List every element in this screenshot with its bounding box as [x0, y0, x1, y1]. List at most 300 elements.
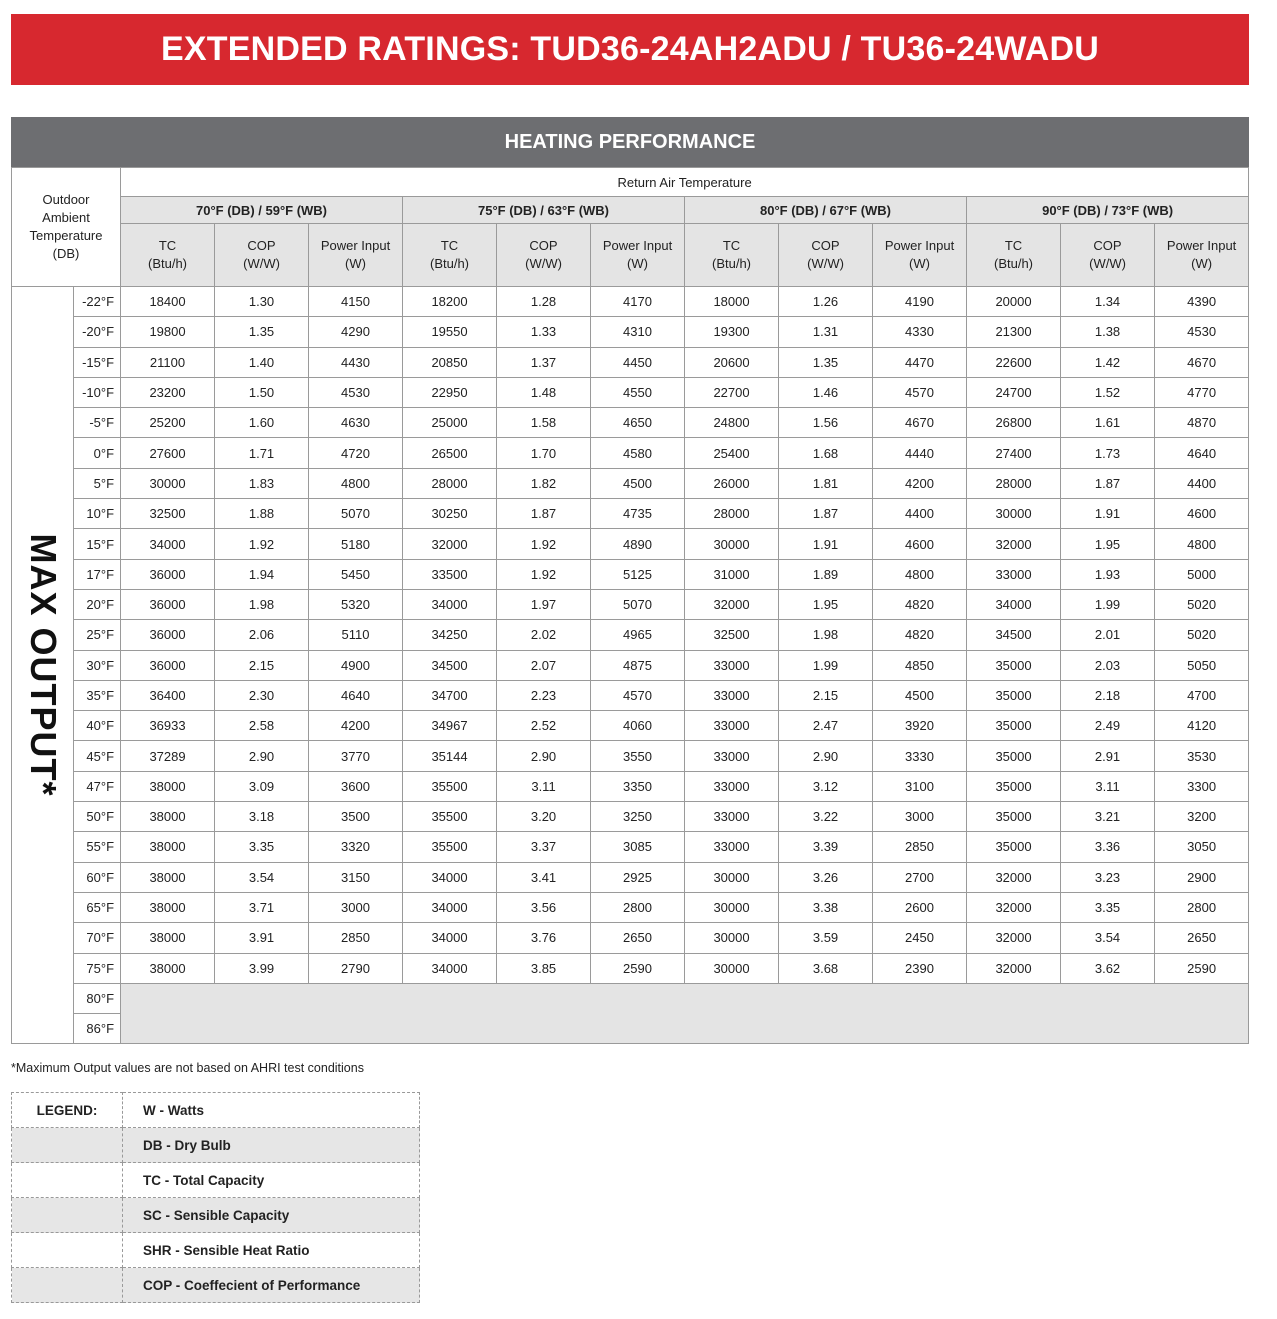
table-cell: 3.23 — [1061, 862, 1155, 892]
table-cell: 4150 — [309, 287, 403, 317]
table-cell: 33000 — [685, 832, 779, 862]
table-cell: 35000 — [967, 741, 1061, 771]
table-cell: 4430 — [309, 347, 403, 377]
column-header: TC (Btu/h) — [685, 224, 779, 287]
table-cell: 3000 — [873, 802, 967, 832]
outdoor-temp-cell: 0°F — [74, 438, 121, 468]
table-cell: 28000 — [685, 499, 779, 529]
outdoor-temp-cell: -5°F — [74, 408, 121, 438]
table-cell: 35500 — [403, 802, 497, 832]
table-cell: 4800 — [1155, 529, 1249, 559]
table-cell: 33000 — [685, 650, 779, 680]
table-cell: 38000 — [121, 862, 215, 892]
table-cell: 2650 — [1155, 923, 1249, 953]
table-row — [12, 741, 1249, 771]
table-row — [12, 438, 1249, 468]
table-cell: 2.03 — [1061, 650, 1155, 680]
table-cell: 3.12 — [779, 771, 873, 801]
table-cell: 1.26 — [779, 287, 873, 317]
table-row — [12, 832, 1249, 862]
table-cell: 1.46 — [779, 377, 873, 407]
outdoor-temp-cell: 15°F — [74, 529, 121, 559]
heating-performance-table — [11, 167, 1249, 1044]
table-cell: 34967 — [403, 711, 497, 741]
table-cell: 3150 — [309, 862, 403, 892]
table-cell: 4850 — [873, 650, 967, 680]
table-cell: 4670 — [1155, 347, 1249, 377]
table-cell: 33000 — [967, 559, 1061, 589]
table-row — [12, 650, 1249, 680]
table-cell: 1.35 — [215, 317, 309, 347]
table-cell: 4400 — [873, 499, 967, 529]
table-cell: 2.91 — [1061, 741, 1155, 771]
outdoor-temp-cell: 40°F — [74, 711, 121, 741]
table-cell: 20850 — [403, 347, 497, 377]
legend-table — [11, 1092, 420, 1303]
table-cell: 3.68 — [779, 953, 873, 983]
table-cell: 1.60 — [215, 408, 309, 438]
table-cell: 1.73 — [1061, 438, 1155, 468]
table-cell: 1.98 — [215, 589, 309, 619]
table-cell: 3.20 — [497, 802, 591, 832]
table-cell: 4720 — [309, 438, 403, 468]
table-cell: 38000 — [121, 923, 215, 953]
table-cell: 1.82 — [497, 468, 591, 498]
table-cell: 3000 — [309, 892, 403, 922]
outdoor-temp-cell: -15°F — [74, 347, 121, 377]
table-cell: 2.47 — [779, 711, 873, 741]
table-cell: 34000 — [403, 923, 497, 953]
table-cell: 18200 — [403, 287, 497, 317]
table-row — [12, 862, 1249, 892]
table-cell: 2390 — [873, 953, 967, 983]
legend-row — [12, 1268, 420, 1303]
table-cell: 5180 — [309, 529, 403, 559]
condition-header: 90°F (DB) / 73°F (WB) — [967, 197, 1249, 224]
table-cell: 4965 — [591, 620, 685, 650]
table-cell: 4770 — [1155, 377, 1249, 407]
table-cell: 4640 — [1155, 438, 1249, 468]
table-cell: 3.71 — [215, 892, 309, 922]
table-cell: 33000 — [685, 802, 779, 832]
table-cell: 5050 — [1155, 650, 1249, 680]
condition-header: 70°F (DB) / 59°F (WB) — [121, 197, 403, 224]
table-cell: 3.39 — [779, 832, 873, 862]
table-cell: 36000 — [121, 559, 215, 589]
table-row — [12, 559, 1249, 589]
table-cell: 4500 — [591, 468, 685, 498]
table-cell: 2.49 — [1061, 711, 1155, 741]
table-cell: 30000 — [685, 529, 779, 559]
table-cell: 2.15 — [215, 650, 309, 680]
table-cell: 4820 — [873, 589, 967, 619]
column-header: Power Input (W) — [873, 224, 967, 287]
table-cell: 33500 — [403, 559, 497, 589]
table-cell: 26500 — [403, 438, 497, 468]
table-cell: 3.26 — [779, 862, 873, 892]
column-header: Power Input (W) — [591, 224, 685, 287]
table-cell: 3.56 — [497, 892, 591, 922]
table-cell: 3350 — [591, 771, 685, 801]
legend-row — [12, 1093, 420, 1128]
table-cell: 34000 — [403, 953, 497, 983]
legend-item: TC - Total Capacity — [123, 1163, 420, 1198]
table-cell: 2.90 — [779, 741, 873, 771]
table-cell: 1.52 — [1061, 377, 1155, 407]
table-cell: 2590 — [591, 953, 685, 983]
legend-item: DB - Dry Bulb — [123, 1128, 420, 1163]
table-cell: 3.11 — [1061, 771, 1155, 801]
legend-item: SHR - Sensible Heat Ratio — [123, 1233, 420, 1268]
table-cell: 19800 — [121, 317, 215, 347]
table-cell: 33000 — [685, 711, 779, 741]
table-cell: 32000 — [967, 892, 1061, 922]
table-cell: 35000 — [967, 802, 1061, 832]
table-cell: 35500 — [403, 832, 497, 862]
table-cell: 21100 — [121, 347, 215, 377]
table-cell: 4530 — [1155, 317, 1249, 347]
table-cell: 38000 — [121, 802, 215, 832]
table-cell: 5070 — [591, 589, 685, 619]
table-cell: 4630 — [309, 408, 403, 438]
table-cell: 34000 — [403, 589, 497, 619]
table-row — [12, 953, 1249, 983]
table-row — [12, 983, 1249, 1013]
table-cell: 5020 — [1155, 620, 1249, 650]
legend-item: SC - Sensible Capacity — [123, 1198, 420, 1233]
table-cell: 31000 — [685, 559, 779, 589]
table-cell: 30000 — [121, 468, 215, 498]
table-cell: 3.09 — [215, 771, 309, 801]
table-cell: 1.61 — [1061, 408, 1155, 438]
table-cell: 1.35 — [779, 347, 873, 377]
table-cell: 1.93 — [1061, 559, 1155, 589]
legend-row — [12, 1233, 420, 1268]
table-cell: 4800 — [873, 559, 967, 589]
table-cell: 2.02 — [497, 620, 591, 650]
table-cell: 4450 — [591, 347, 685, 377]
legend-label: LEGEND: — [12, 1093, 123, 1128]
legend-row — [12, 1128, 420, 1163]
table-cell: 30000 — [685, 862, 779, 892]
legend-row — [12, 1163, 420, 1198]
table-cell: 4470 — [873, 347, 967, 377]
table-cell: 3.22 — [779, 802, 873, 832]
table-cell: 1.48 — [497, 377, 591, 407]
table-row — [12, 499, 1249, 529]
table-cell: 32500 — [685, 620, 779, 650]
table-cell: 1.89 — [779, 559, 873, 589]
outdoor-temp-cell: 17°F — [74, 559, 121, 589]
table-cell: 4570 — [873, 377, 967, 407]
table-cell: 21300 — [967, 317, 1061, 347]
table-cell: 36000 — [121, 589, 215, 619]
column-header: COP (W/W) — [215, 224, 309, 287]
table-row — [12, 680, 1249, 710]
table-cell: 1.70 — [497, 438, 591, 468]
table-cell: 20000 — [967, 287, 1061, 317]
table-cell: 4530 — [309, 377, 403, 407]
table-cell: 23200 — [121, 377, 215, 407]
table-cell: 4190 — [873, 287, 967, 317]
table-cell: 32000 — [967, 529, 1061, 559]
table-cell: 1.95 — [779, 589, 873, 619]
table-cell: 2600 — [873, 892, 967, 922]
outdoor-temp-cell: 60°F — [74, 862, 121, 892]
table-cell: 3.18 — [215, 802, 309, 832]
table-cell: 25200 — [121, 408, 215, 438]
table-cell: 18000 — [685, 287, 779, 317]
table-cell: 34000 — [403, 892, 497, 922]
column-header: TC (Btu/h) — [121, 224, 215, 287]
table-cell: 4060 — [591, 711, 685, 741]
outdoor-temp-cell: 45°F — [74, 741, 121, 771]
table-cell: 3.11 — [497, 771, 591, 801]
legend-item: COP - Coeffecient of Performance — [123, 1268, 420, 1303]
table-cell: 34500 — [967, 620, 1061, 650]
outdoor-temp-cell: 5°F — [74, 468, 121, 498]
table-cell: 1.94 — [215, 559, 309, 589]
table-cell: 1.99 — [1061, 589, 1155, 619]
table-cell: 4310 — [591, 317, 685, 347]
table-cell: 2.01 — [1061, 620, 1155, 650]
table-cell: 30250 — [403, 499, 497, 529]
table-cell: 3.21 — [1061, 802, 1155, 832]
table-cell: 28000 — [967, 468, 1061, 498]
table-cell: 1.28 — [497, 287, 591, 317]
table-cell: 1.71 — [215, 438, 309, 468]
table-cell: 1.95 — [1061, 529, 1155, 559]
table-cell: 3.85 — [497, 953, 591, 983]
table-cell: 3.37 — [497, 832, 591, 862]
legend-item: W - Watts — [123, 1093, 420, 1128]
table-cell: 3.54 — [1061, 923, 1155, 953]
table-cell: 38000 — [121, 953, 215, 983]
legend-row — [12, 1198, 420, 1233]
outdoor-temp-cell: 25°F — [74, 620, 121, 650]
table-cell: 30000 — [685, 923, 779, 953]
table-cell: 1.68 — [779, 438, 873, 468]
table-cell: 4290 — [309, 317, 403, 347]
column-header: Power Input (W) — [309, 224, 403, 287]
table-cell: 3.91 — [215, 923, 309, 953]
table-row — [12, 347, 1249, 377]
table-cell: 1.91 — [779, 529, 873, 559]
table-cell: 1.81 — [779, 468, 873, 498]
table-cell: 3050 — [1155, 832, 1249, 862]
table-cell: 20600 — [685, 347, 779, 377]
column-header: COP (W/W) — [779, 224, 873, 287]
outdoor-temp-cell: 75°F — [74, 953, 121, 983]
table-cell: 5125 — [591, 559, 685, 589]
outdoor-temp-cell: 47°F — [74, 771, 121, 801]
table-cell: 25400 — [685, 438, 779, 468]
table-cell: 2590 — [1155, 953, 1249, 983]
table-cell: 2900 — [1155, 862, 1249, 892]
table-row — [12, 771, 1249, 801]
outdoor-temp-cell: 35°F — [74, 680, 121, 710]
table-cell: 25000 — [403, 408, 497, 438]
table-cell: 26800 — [967, 408, 1061, 438]
table-cell: 35000 — [967, 832, 1061, 862]
table-cell: 32000 — [967, 953, 1061, 983]
table-cell: 36000 — [121, 620, 215, 650]
table-cell: 38000 — [121, 892, 215, 922]
table-cell: 3.35 — [1061, 892, 1155, 922]
table-cell: 2800 — [1155, 892, 1249, 922]
blank-area — [121, 983, 1249, 1044]
outdoor-temp-cell: 20°F — [74, 589, 121, 619]
table-cell: 1.33 — [497, 317, 591, 347]
column-header: TC (Btu/h) — [967, 224, 1061, 287]
table-cell: 32000 — [685, 589, 779, 619]
table-cell: 36933 — [121, 711, 215, 741]
table-cell: 27600 — [121, 438, 215, 468]
table-cell: 4400 — [1155, 468, 1249, 498]
table-cell: 34000 — [967, 589, 1061, 619]
table-cell: 1.38 — [1061, 317, 1155, 347]
outdoor-temp-cell: 86°F — [74, 1014, 121, 1044]
table-cell: 38000 — [121, 832, 215, 862]
table-cell: 4550 — [591, 377, 685, 407]
table-cell: 4820 — [873, 620, 967, 650]
table-cell: 4800 — [309, 468, 403, 498]
table-cell: 2800 — [591, 892, 685, 922]
table-cell: 32000 — [403, 529, 497, 559]
table-cell: 2.07 — [497, 650, 591, 680]
table-cell: 27400 — [967, 438, 1061, 468]
table-cell: 33000 — [685, 741, 779, 771]
table-cell: 3550 — [591, 741, 685, 771]
table-cell: 1.30 — [215, 287, 309, 317]
table-cell: 37289 — [121, 741, 215, 771]
table-cell: 5320 — [309, 589, 403, 619]
table-cell: 4640 — [309, 680, 403, 710]
column-header: Power Input (W) — [1155, 224, 1249, 287]
table-cell: 2850 — [873, 832, 967, 862]
column-header: TC (Btu/h) — [403, 224, 497, 287]
table-cell: 4875 — [591, 650, 685, 680]
table-cell: 30000 — [967, 499, 1061, 529]
table-cell: 2450 — [873, 923, 967, 953]
table-cell: 1.34 — [1061, 287, 1155, 317]
table-cell: 38000 — [121, 771, 215, 801]
table-cell: 36000 — [121, 650, 215, 680]
table-cell: 35000 — [967, 711, 1061, 741]
table-cell: 3200 — [1155, 802, 1249, 832]
table-row — [12, 377, 1249, 407]
table-cell: 2700 — [873, 862, 967, 892]
table-cell: 22700 — [685, 377, 779, 407]
table-cell: 2.18 — [1061, 680, 1155, 710]
table-cell: 3530 — [1155, 741, 1249, 771]
table-cell: 26000 — [685, 468, 779, 498]
table-cell: 1.98 — [779, 620, 873, 650]
table-cell: 5020 — [1155, 589, 1249, 619]
table-cell: 4570 — [591, 680, 685, 710]
legend-label — [12, 1128, 123, 1163]
table-row — [12, 802, 1249, 832]
table-cell: 1.56 — [779, 408, 873, 438]
outdoor-temp-cell: 55°F — [74, 832, 121, 862]
max-output-label-cell — [12, 287, 74, 1044]
table-cell: 3085 — [591, 832, 685, 862]
table-cell: 1.58 — [497, 408, 591, 438]
table-row — [12, 892, 1249, 922]
table-cell: 3.41 — [497, 862, 591, 892]
max-output-label: MAX OUTPUT* — [22, 533, 64, 797]
table-cell: 2850 — [309, 923, 403, 953]
table-cell: 4650 — [591, 408, 685, 438]
table-cell: 35000 — [967, 771, 1061, 801]
table-cell: 4200 — [873, 468, 967, 498]
legend-label — [12, 1268, 123, 1303]
table-cell: 3.35 — [215, 832, 309, 862]
table-row — [12, 589, 1249, 619]
table-cell: 1.50 — [215, 377, 309, 407]
table-cell: 3.36 — [1061, 832, 1155, 862]
table-row — [12, 711, 1249, 741]
table-cell: 2.90 — [215, 741, 309, 771]
table-cell: 1.42 — [1061, 347, 1155, 377]
legend-label — [12, 1198, 123, 1233]
table-cell: 33000 — [685, 771, 779, 801]
table-cell: 1.40 — [215, 347, 309, 377]
table-cell: 2.30 — [215, 680, 309, 710]
table-cell: 3600 — [309, 771, 403, 801]
table-cell: 3920 — [873, 711, 967, 741]
table-cell: 1.37 — [497, 347, 591, 377]
table-row — [12, 923, 1249, 953]
table-cell: 1.87 — [1061, 468, 1155, 498]
footnote: *Maximum Output values are not based on AHRI test conditions — [11, 1061, 364, 1075]
table-cell: 3.62 — [1061, 953, 1155, 983]
table-cell: 4670 — [873, 408, 967, 438]
table-cell: 34000 — [403, 862, 497, 892]
section-title: HEATING PERFORMANCE — [11, 117, 1249, 167]
table-cell: 35500 — [403, 771, 497, 801]
outdoor-temp-cell: 10°F — [74, 499, 121, 529]
table-cell: 3100 — [873, 771, 967, 801]
table-cell: 1.83 — [215, 468, 309, 498]
table-row — [12, 408, 1249, 438]
table-cell: 1.91 — [1061, 499, 1155, 529]
table-cell: 2.52 — [497, 711, 591, 741]
table-cell: 1.92 — [497, 559, 591, 589]
table-cell: 4120 — [1155, 711, 1249, 741]
table-cell: 34000 — [121, 529, 215, 559]
table-cell: 1.92 — [497, 529, 591, 559]
table-cell: 4500 — [873, 680, 967, 710]
outdoor-temp-cell: 50°F — [74, 802, 121, 832]
outdoor-temp-cell: -10°F — [74, 377, 121, 407]
page-title: EXTENDED RATINGS: TUD36-24AH2ADU / TU36-24WADU — [11, 14, 1249, 85]
table-cell: 30000 — [685, 892, 779, 922]
table-cell: 4330 — [873, 317, 967, 347]
table-cell: 4735 — [591, 499, 685, 529]
table-cell: 4870 — [1155, 408, 1249, 438]
column-header: COP (W/W) — [497, 224, 591, 287]
table-cell: 1.31 — [779, 317, 873, 347]
table-row — [12, 287, 1249, 317]
table-row — [12, 317, 1249, 347]
legend-label — [12, 1233, 123, 1268]
table-cell: 1.99 — [779, 650, 873, 680]
table-cell: 32500 — [121, 499, 215, 529]
table-cell: 24700 — [967, 377, 1061, 407]
table-cell: 4170 — [591, 287, 685, 317]
legend-label — [12, 1163, 123, 1198]
